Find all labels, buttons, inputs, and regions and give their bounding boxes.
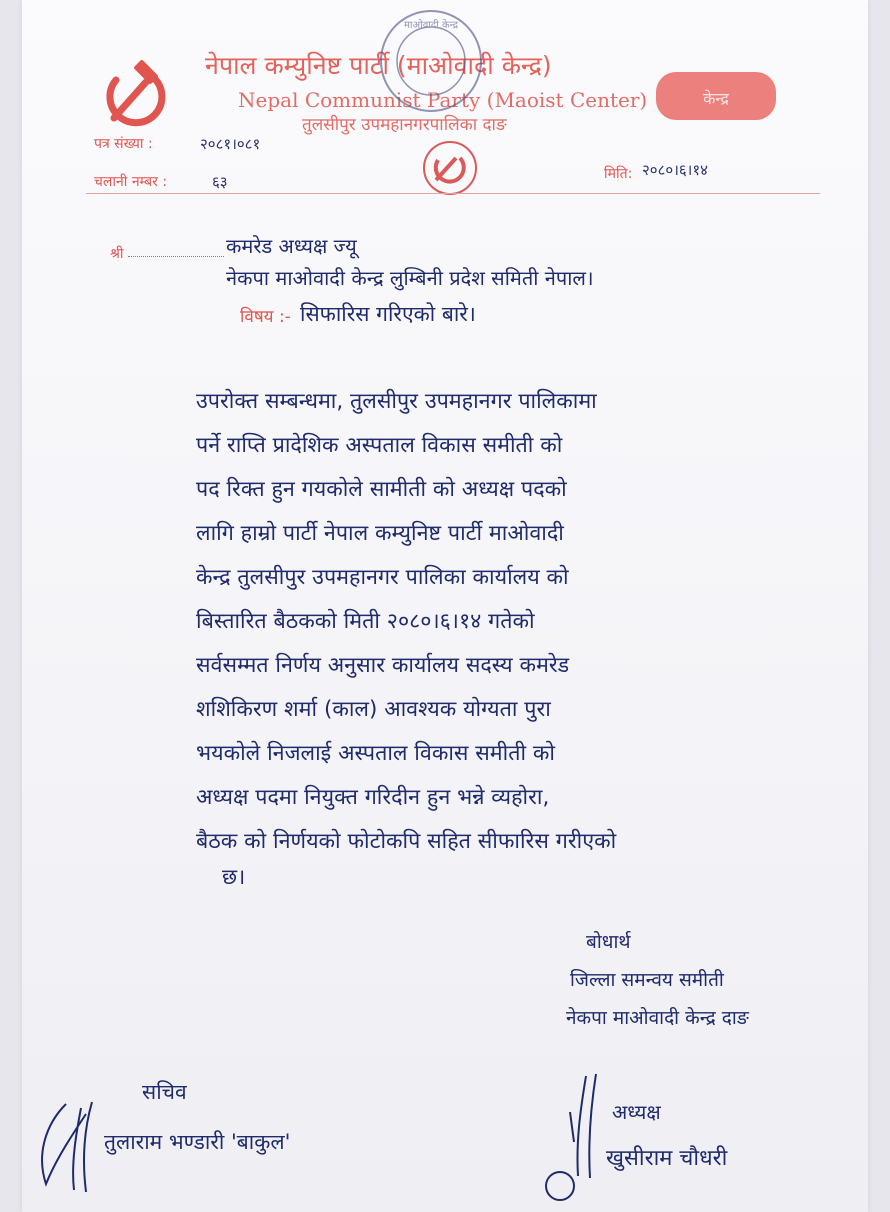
subject-text: सिफारिस गरिएको बारे। [300,302,476,326]
party-address: तुलसीपुर उपमहानगरपालिका दाङ [302,115,507,135]
recipient-line-2: नेकपा माओवादी केन्द्र लुम्बिनी प्रदेश समिती नेपाल। [226,266,594,290]
chair-signature [540,1072,610,1206]
party-name-nepali: नेपाल कम्युनिष्ट पार्टी (माओवादी केन्द्र) [205,51,552,80]
party-name-english: Nepal Communist Party (Maoist Center) [238,88,648,112]
red-stamp [652,66,780,126]
cc-heading: बोधार्थ [586,931,631,953]
body-line: लागि हाम्रो पार्टी नेपाल कम्युनिष्ट पार्टी माओवादी [196,521,564,546]
chair-title: अध्यक्ष [612,1100,661,1124]
chair-name: खुसीराम चौधरी [606,1146,728,1171]
body-line: अध्यक्ष पदमा नियुक्त गरिदीन हुन भन्ने व्यहोरा, [196,785,550,810]
secretary-name: तुलाराम भण्डारी 'बाकुल' [104,1130,291,1154]
ref-number-label: पत्र संख्या : [94,136,153,152]
cc-line-2: जिल्ला समन्वय समीती [570,969,724,991]
subject-label: विषय :- [240,307,291,327]
stamp-text: केन्द्र [703,89,729,108]
body-line: केन्द्र तुलसीपुर उपमहानगर पालिका कार्यालय को [196,565,569,590]
body-line: बैठक को निर्णयको फोटोकपि सहित सीफारिस गरीएको [196,829,617,854]
seal-text: माओवादी केन्द्र [403,20,459,31]
recipient-prefix: श्री [110,246,124,262]
date-value: २०८०।६।१४ [642,161,708,179]
body-line: उपरोक्त सम्बन्धमा, तुलसीपुर उपमहानगर पालिकामा [196,389,597,414]
recipient-line-1: कमरेड अध्यक्ष ज्यू [226,234,357,258]
body-line: बिस्तारित बैठकको मिती २०८०।६।१४ गतेको [196,609,535,634]
dispatch-number-label: चलानी नम्बर : [94,174,168,190]
cc-line-3: नेकपा माओवादी केन्द्र दाङ [566,1007,749,1029]
dispatch-number-value: ६३ [212,173,228,191]
header-divider [86,193,820,194]
hammer-sickle-logo [94,52,174,132]
body-line: भयकोले निजलाई अस्पताल विकास समीती को [196,741,555,766]
body-line: सर्वसम्मत निर्णय अनुसार कार्यालय सदस्य कमरेड [196,653,570,678]
ref-number-value: २०८१।०८१ [200,135,261,153]
body-line: शशिकिरण शर्मा (काल) आवश्यक योग्यता पुरा [196,697,551,722]
secretary-title: सचिव [142,1080,187,1104]
date-label: मिति: [604,166,633,182]
body-line: छ। [222,865,246,890]
body-line: पर्ने राप्ति प्रादेशिक अस्पताल विकास समीती को [196,433,563,458]
round-seal [378,8,484,114]
body-line: पद रिक्त हुन गयकोले सामीती को अध्यक्ष पदको [196,477,567,502]
seal-hammer-sickle-icon [414,140,486,196]
recipient-dotted-line [128,256,224,257]
secretary-signature [26,1094,116,1198]
